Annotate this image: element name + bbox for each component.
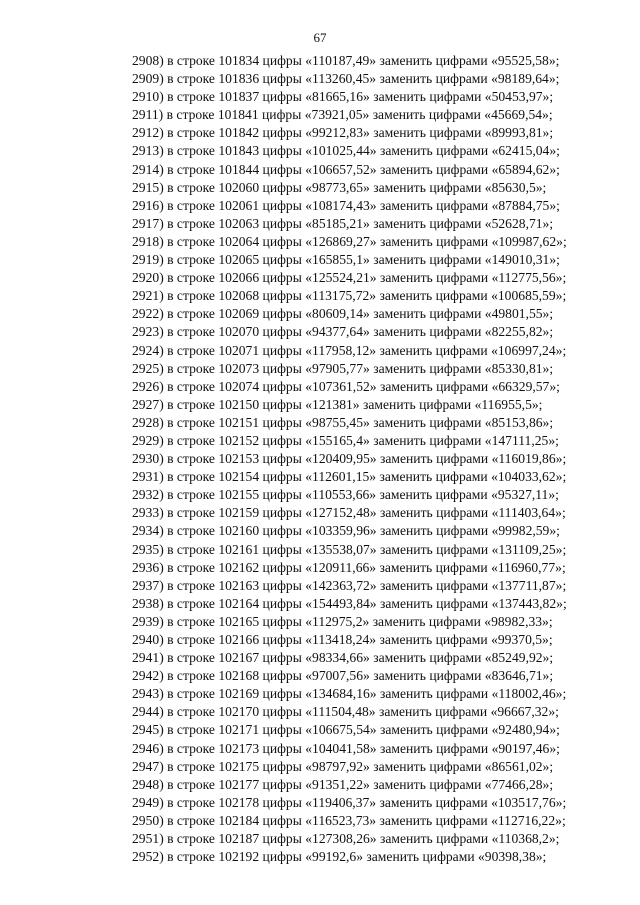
amendment-line: 2927) в строке 102150 цифры «121381» заменить цифрами «116955,5»;: [132, 396, 543, 412]
amendment-line: 2923) в строке 102070 цифры «94377,64» заменить цифрами «82255,82»;: [132, 324, 554, 340]
amendment-line: 2945) в строке 102171 цифры «106675,54» заменить цифрами «92480,94»;: [132, 722, 560, 738]
amendment-line: 2914) в строке 101844 цифры «106657,52» заменить цифрами «65894,62»;: [132, 161, 560, 177]
amendment-line: 2916) в строке 102061 цифры «108174,43» заменить цифрами «87884,75»;: [132, 197, 560, 213]
amendment-line: 2913) в строке 101843 цифры «101025,44» заменить цифрами «62415,04»;: [132, 143, 560, 159]
amendment-line: 2943) в строке 102169 цифры «134684,16» заменить цифрами «118002,46»;: [132, 686, 567, 702]
amendment-line: 2922) в строке 102069 цифры «80609,14» заменить цифрами «49801,55»;: [132, 306, 554, 322]
amendment-line: 2934) в строке 102160 цифры «103359,96» заменить цифрами «99982,59»;: [132, 523, 560, 539]
amendment-line: 2919) в строке 102065 цифры «165855,1» заменить цифрами «149010,31»;: [132, 252, 560, 268]
amendment-line: 2931) в строке 102154 цифры «112601,15» заменить цифрами «104033,62»;: [132, 469, 567, 485]
amendment-line: 2942) в строке 102168 цифры «97007,56» заменить цифрами «83646,71»;: [132, 668, 554, 684]
amendment-line: 2938) в строке 102164 цифры «154493,84» заменить цифрами «137443,82»;: [132, 595, 567, 611]
amendment-line: 2947) в строке 102175 цифры «98797,92» заменить цифрами «86561,02»;: [132, 758, 554, 774]
page-number: 67: [313, 30, 327, 45]
amendment-line: 2949) в строке 102178 цифры «119406,37» заменить цифрами «103517,76»;: [132, 794, 567, 810]
amendment-line: 2912) в строке 101842 цифры «99212,83» заменить цифрами «89993,81»;: [132, 125, 554, 141]
document-body: [132, 52, 612, 866]
amendment-line: 2951) в строке 102187 цифры «127308,26» заменить цифрами «110368,2»;: [132, 831, 560, 847]
amendment-line: 2911) в строке 101841 цифры «73921,05» заменить цифрами «45669,54»;: [132, 107, 553, 123]
amendment-line: 2909) в строке 101836 цифры «113260,45» заменить цифрами «98189,64»;: [132, 71, 560, 87]
amendment-line: 2939) в строке 102165 цифры «112975,2» заменить цифрами «98982,33»;: [132, 613, 553, 629]
amendment-line: 2921) в строке 102068 цифры «113175,72» заменить цифрами «100685,59»;: [132, 288, 567, 304]
amendment-line: 2918) в строке 102064 цифры «126869,27» заменить цифрами «109987,62»;: [132, 233, 567, 249]
amendment-line: 2908) в строке 101834 цифры «110187,49» заменить цифрами «95525,58»;: [132, 53, 560, 68]
amendment-line: 2929) в строке 102152 цифры «155165,4» заменить цифрами «147111,25»;: [132, 432, 559, 448]
amendment-line: 2917) в строке 102063 цифры «85185,21» заменить цифрами «52628,71»;: [132, 215, 554, 231]
amendment-line: 2948) в строке 102177 цифры «91351,22» заменить цифрами «77466,28»;: [132, 776, 554, 792]
amendment-line: 2941) в строке 102167 цифры «98334,66» заменить цифрами «85249,92»;: [132, 650, 554, 666]
amendment-line: 2932) в строке 102155 цифры «110553,66» заменить цифрами «95327,11»;: [132, 487, 559, 503]
amendment-line: 2915) в строке 102060 цифры «98773,65» заменить цифрами «85630,5»;: [132, 179, 547, 195]
amendment-line: 2925) в строке 102073 цифры «97905,77» заменить цифрами «85330,81»;: [132, 360, 554, 376]
amendment-line: 2930) в строке 102153 цифры «120409,95» заменить цифрами «116019,86»;: [132, 451, 567, 467]
amendment-line: 2928) в строке 102151 цифры «98755,45» заменить цифрами «85153,86»;: [132, 414, 554, 430]
amendment-line: 2940) в строке 102166 цифры «113418,24» заменить цифрами «99370,5»;: [132, 632, 553, 647]
amendment-line: 2924) в строке 102071 цифры «117958,12» заменить цифрами «106997,24»;: [132, 342, 567, 358]
amendment-line: 2936) в строке 102162 цифры «120911,66» заменить цифрами «116960,77»;: [132, 559, 566, 575]
amendment-line: 2910) в строке 101837 цифры «81665,16» заменить цифрами «50453,97»;: [132, 89, 554, 105]
amendment-line: 2933) в строке 102159 цифры «127152,48» заменить цифрами «111403,64»;: [132, 505, 566, 521]
amendment-line: 2944) в строке 102170 цифры «111504,48» заменить цифрами «96667,32»;: [132, 704, 559, 720]
amendment-line: 2946) в строке 102173 цифры «104041,58» заменить цифрами «90197,46»;: [132, 740, 560, 756]
amendment-line: 2935) в строке 102161 цифры «135538,07» заменить цифрами «131109,25»;: [132, 541, 567, 557]
amendment-line: 2920) в строке 102066 цифры «125524,21» заменить цифрами «112775,56»;: [132, 270, 567, 286]
amendment-line: 2950) в строке 102184 цифры «116523,73» заменить цифрами «112716,22»;: [132, 812, 566, 828]
amendment-line: 2926) в строке 102074 цифры «107361,52» заменить цифрами «66329,57»;: [132, 378, 560, 394]
amendment-line: 2952) в строке 102192 цифры «99192,6» заменить цифрами «90398,38»;: [132, 849, 547, 865]
amendment-line: 2937) в строке 102163 цифры «142363,72» заменить цифрами «137711,87»;: [132, 577, 567, 593]
